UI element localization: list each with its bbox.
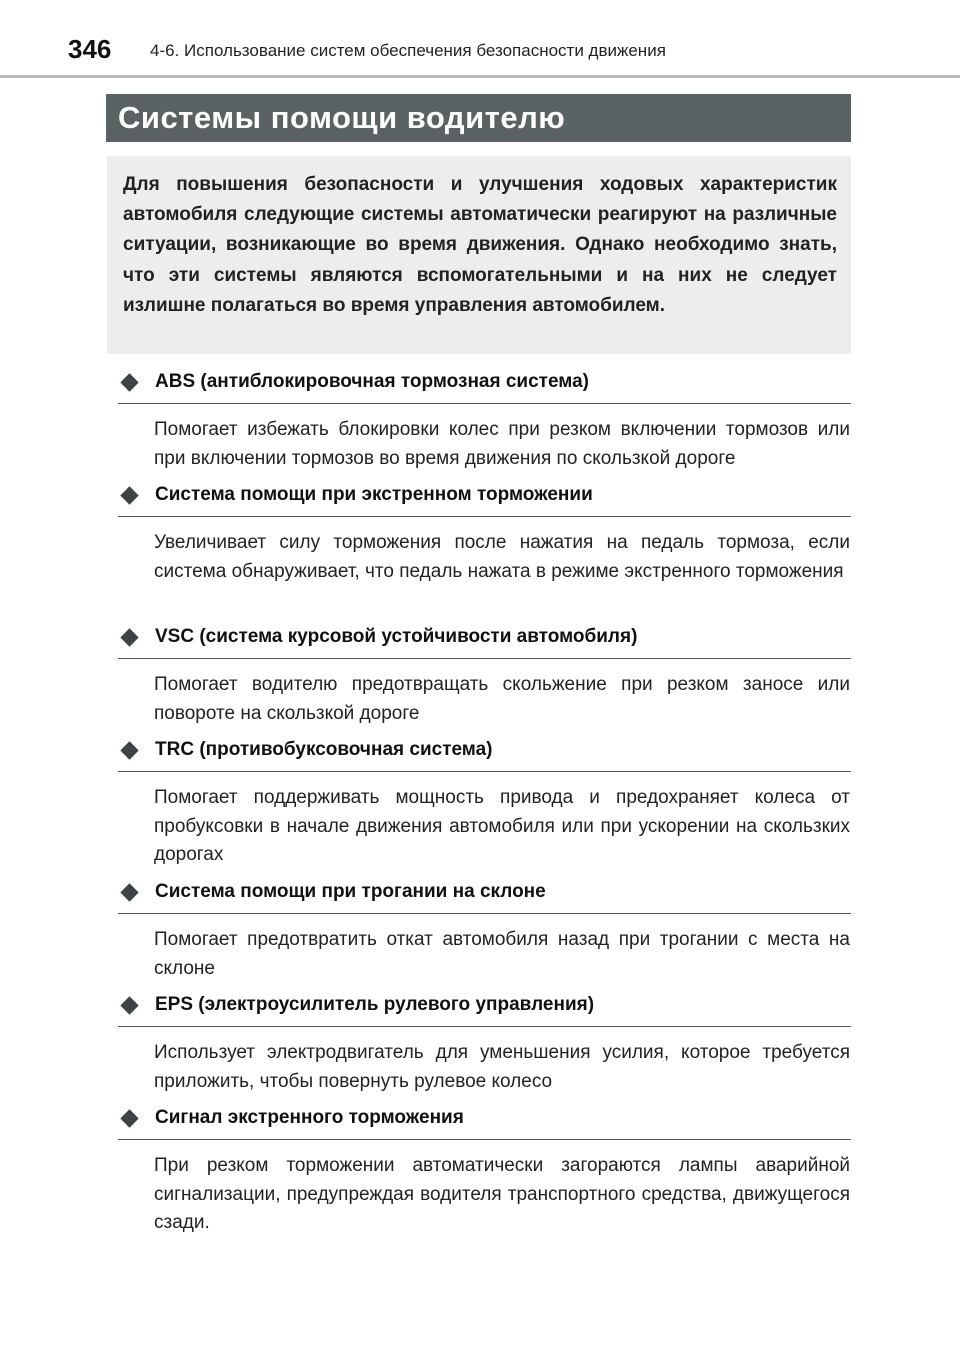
- section-header: [118, 1106, 851, 1140]
- page-header: [0, 0, 960, 80]
- section-header: [118, 993, 851, 1027]
- section-emergency-signal: [118, 1106, 851, 1238]
- page-number: 346: [68, 34, 112, 64]
- section-hill-start: [118, 880, 851, 983]
- section-description: При резком торможении автоматически загораются лампы аварийной сигнализации, предупреждая водителя транспортного средства, движущегося сзади.: [154, 1155, 850, 1234]
- section-title-bar: [106, 94, 851, 142]
- diamond-bullet-icon: [120, 486, 138, 504]
- section-header: [118, 483, 851, 517]
- section-heading: EPS (электроусилитель рулевого управления): [155, 994, 595, 1015]
- section-eps: [118, 993, 851, 1096]
- section-header: [118, 880, 851, 914]
- diamond-bullet-icon: [120, 628, 138, 646]
- section-vsc: [118, 625, 851, 728]
- section-description: Использует электродвигатель для уменьшения усилия, которое требуется приложить, чтобы повернуть рулевое колесо: [154, 1042, 850, 1092]
- section-description: Помогает предотвратить откат автомобиля назад при трогании с места на склоне: [154, 929, 850, 979]
- section-description: Помогает поддерживать мощность привода и предохраняет колеса от пробуксовки в начале движения автомобиля или при ускорении на скользких дорогах: [154, 787, 850, 866]
- section-heading: Система помощи при трогании на склоне: [155, 881, 546, 902]
- section-heading: Сигнал экстренного торможения: [155, 1107, 464, 1128]
- section-description: Помогает водителю предотвращать скольжение при резком заносе или повороте на скользкой дороге: [154, 674, 850, 724]
- page-title: Системы помощи водителю: [118, 100, 566, 135]
- diamond-bullet-icon: [120, 741, 138, 759]
- section-header: [118, 625, 851, 659]
- diamond-bullet-icon: [120, 373, 138, 391]
- section-abs: [118, 370, 851, 473]
- diamond-bullet-icon: [120, 883, 138, 901]
- intro-box: [107, 156, 851, 354]
- section-description: Помогает избежать блокировки колес при резком включении тормозов или при включении тормозов во время движения по скользкой дороге: [154, 419, 850, 469]
- section-header: [118, 738, 851, 772]
- header-divider: [0, 75, 960, 78]
- diamond-bullet-icon: [120, 1109, 138, 1127]
- intro-text: Для повышения безопасности и улучшения ходовых характеристик автомобиля следующие системы автоматически реагируют на различные ситуации, возникающие во время движения. Однако необходимо знать, что эти системы являются вспомогательными и на них не следует излишне полагаться во время управления автомобилем.: [123, 174, 837, 316]
- section-description: Увеличивает силу торможения после нажатия на педаль тормоза, если система обнаруживает, что педаль нажата в режиме экстренного торможения: [154, 532, 850, 582]
- section-brake-assist: [118, 483, 851, 586]
- diamond-bullet-icon: [120, 996, 138, 1014]
- section-heading: TRC (противобуксовочная система): [155, 739, 493, 760]
- section-trc: [118, 738, 851, 870]
- section-heading: ABS (антиблокировочная тормозная система): [155, 371, 590, 392]
- chapter-title: 4-6. Использование систем обеспечения безопасности движения: [150, 41, 666, 60]
- section-heading: VSC (система курсовой устойчивости автомобиля): [155, 626, 638, 647]
- section-header: [118, 370, 851, 404]
- section-heading: Система помощи при экстренном торможении: [155, 484, 593, 505]
